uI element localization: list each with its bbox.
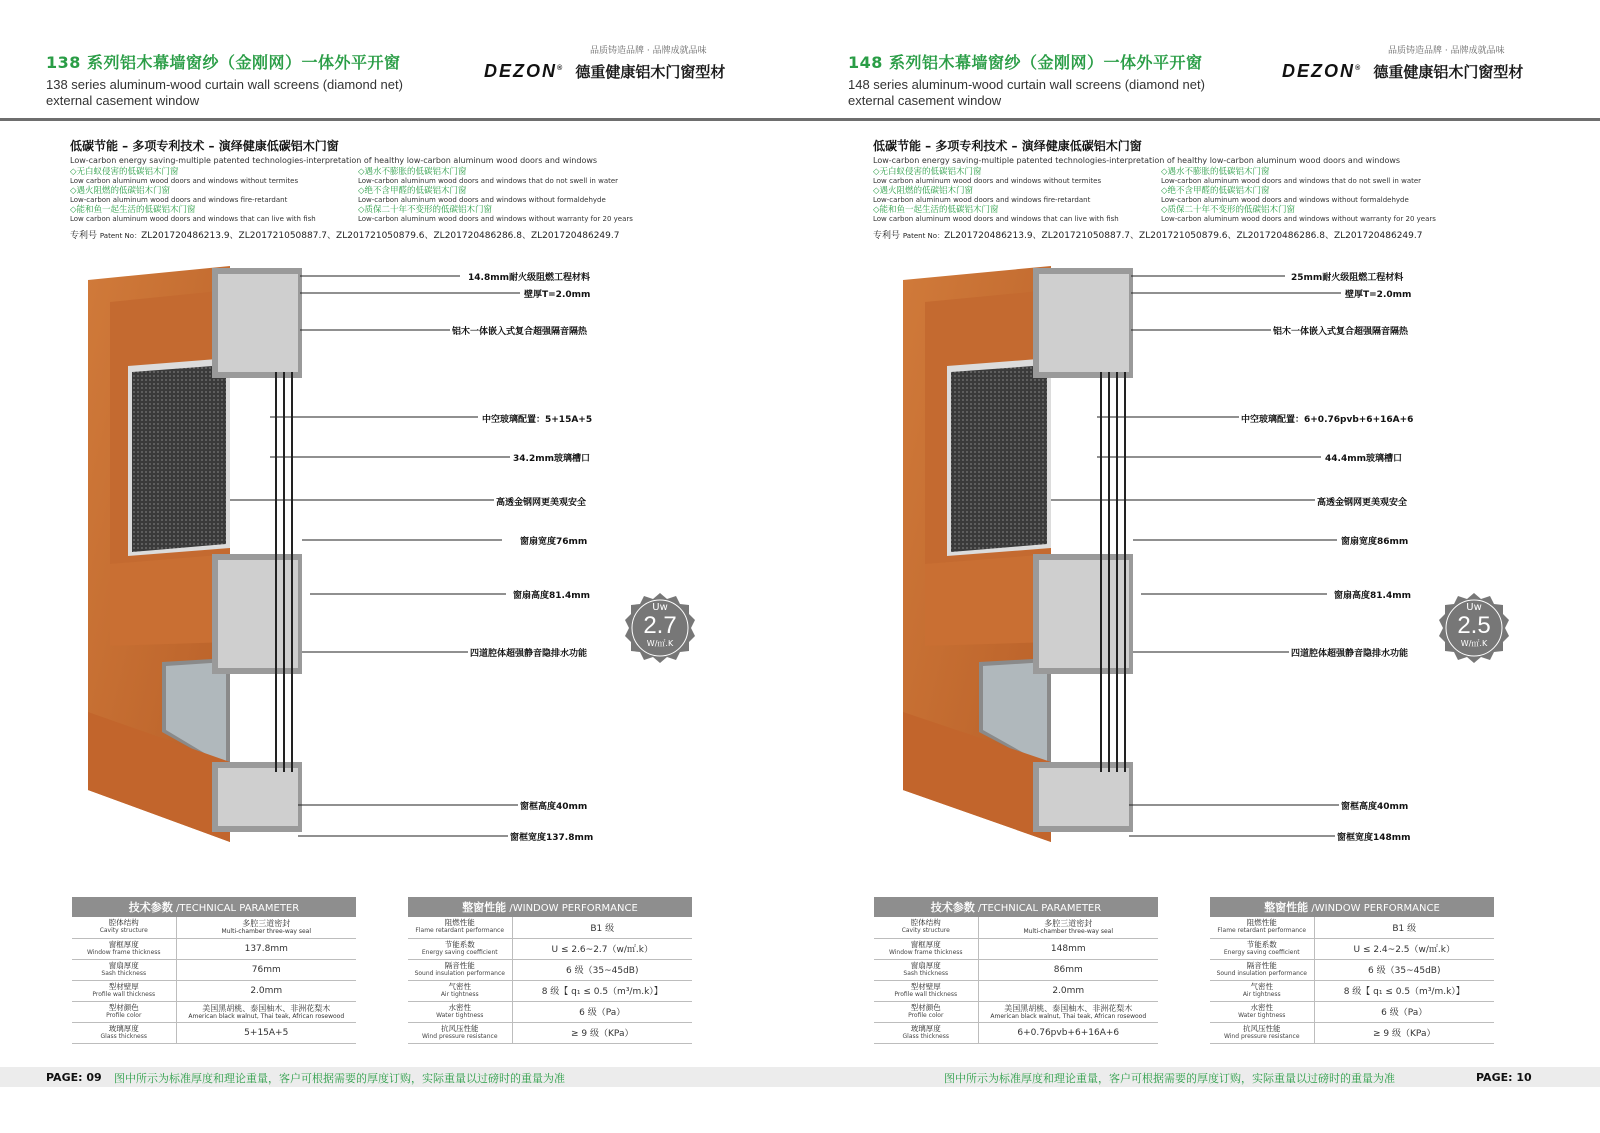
table-header: 技术参数 /TECHNICAL PARAMETER <box>72 897 356 917</box>
page-number: PAGE: 09 <box>38 1069 110 1086</box>
table-row: 玻璃厚度 Glass thickness 6+0.76pvb+6+16A+6 <box>874 1022 1158 1043</box>
callout-glass-slot: 44.4mm玻璃槽口 <box>1325 454 1402 464</box>
callout-insulation: 铝木一体嵌入式复合超强隔音隔热 <box>1273 327 1409 337</box>
callout-sash-width: 窗扇宽度86mm <box>1341 537 1409 547</box>
callout-wall-thickness: 壁厚T=2.0mm <box>524 290 591 300</box>
badge-unit: W/㎡.K <box>1460 639 1488 648</box>
page-subtitle: 138 series aluminum-wood curtain wall screens (diamond net) external casement window <box>46 77 403 108</box>
uw-badge <box>1438 592 1510 664</box>
callout-sash-height: 窗扇高度81.4mm <box>1334 591 1411 601</box>
table-row: 窗框厚度 Window frame thickness 137.8mm <box>72 938 356 959</box>
page-title: 138 系列铝木幕墙窗纱（金刚网）一体外平开窗 <box>46 53 401 72</box>
table-header: 技术参数 /TECHNICAL PARAMETER <box>874 897 1158 917</box>
callout-sash-width: 窗扇宽度76mm <box>520 537 588 547</box>
badge-unit: W/㎡.K <box>646 639 674 648</box>
dezon-logo: DEZON® <box>484 61 565 81</box>
table-row: 玻璃厚度 Glass thickness 5+15A+5 <box>72 1022 356 1043</box>
footer-note: 图中所示为标准厚度和理论重量，客户可根据需要的厚度订购，实际重量以过磅时的重量为准 <box>944 1072 1395 1085</box>
table-row: 腔体结构 Cavity structure 多腔三道密封 Multi-chamber three-way seal <box>874 917 1158 938</box>
intro-subtitle: Low-carbon energy saving-multiple patented technologies-interpretation of healthy low-carbon aluminum wood doors and windows <box>70 156 598 165</box>
callout-drainage: 四道腔体超强静音隐排水功能 <box>470 649 588 659</box>
table-row: 型材壁厚 Profile wall thickness 2.0mm <box>72 980 356 1001</box>
callout-mesh: 高透金钢网更美观安全 <box>1317 498 1408 508</box>
table-row: 腔体结构 Cavity structure 多腔三道密封 Multi-chamber three-way seal <box>72 917 356 938</box>
table-row: 抗风压性能 Wind pressure resistance ≥ 9 级（KPa） <box>1210 1022 1494 1043</box>
window-profile-illustration <box>80 262 600 852</box>
table-row: 节能系数 Energy saving coefficient U ≤ 2.4~2.5（w/㎡.k） <box>1210 938 1494 959</box>
table-header: 整窗性能 /WINDOW PERFORMANCE <box>408 897 692 917</box>
table-row: 型材颜色 Profile color 美国黑胡桃、泰国柚木、非洲花梨木 American black walnut, Thai teak, African rosewood <box>72 1001 356 1022</box>
callout-frame-width: 窗框宽度148mm <box>1337 833 1411 843</box>
feature-item: ◇ 质保二十年不变形的低碳铝木门窗 Low-carbon aluminum wood doors and windows without warranty for 20 years <box>1161 205 1451 224</box>
window-section-drawing <box>901 262 1421 852</box>
dezon-logo: DEZON® <box>1282 61 1363 81</box>
window-section-drawing <box>80 262 600 852</box>
callout-frame-width: 窗框宽度137.8mm <box>510 833 594 843</box>
callout-fire-material: 25mm耐火级阻燃工程材料 <box>1291 273 1404 283</box>
table-row: 窗扇厚度 Sash thickness 86mm <box>874 959 1158 980</box>
intro-block <box>873 137 1453 241</box>
feature-item: ◇ 能和鱼一起生活的低碳铝木门窗 Low carbon aluminum wood doors and windows that can live with fish <box>70 205 358 224</box>
brand-header <box>1282 61 1523 82</box>
window-profile-illustration <box>901 262 1421 852</box>
intro-title: 低碳节能 – 多项专利技术 – 演绎健康低碳铝木门窗 <box>873 139 1142 153</box>
feature-item: ◇ 绝不含甲醛的低碳铝木门窗 Low-carbon aluminum wood doors and windows without formaldehyde <box>1161 186 1451 205</box>
table-row: 型材颜色 Profile color 美国黑胡桃、泰国柚木、非洲花梨木 American black walnut, Thai teak, African rosewood <box>874 1001 1158 1022</box>
brand-header <box>484 61 725 82</box>
callout-fire-material: 14.8mm耐火级阻燃工程材料 <box>468 273 590 283</box>
footer-note: 图中所示为标准厚度和理论重量，客户可根据需要的厚度订购，实际重量以过磅时的重量为准 <box>114 1072 565 1085</box>
patent-line: 专利号 Patent No：ZL201720486213.9、ZL201721050887.7、ZL201721050879.6、ZL201720486286.8、ZL201720486249.7 <box>70 231 620 241</box>
brand-slogan: 品质铸造品牌 · 品牌成就品味 <box>590 46 707 56</box>
intro-title: 低碳节能 – 多项专利技术 – 演绎健康低碳铝木门窗 <box>70 139 339 153</box>
feature-item: ◇ 绝不含甲醛的低碳铝木门窗 Low-carbon aluminum wood doors and windows without formaldehyde <box>358 186 648 205</box>
feature-list <box>70 167 650 224</box>
page-title: 148 系列铝木幕墙窗纱（金刚网）一体外平开窗 <box>848 53 1203 72</box>
brand-name: 德重健康铝木门窗型材 <box>575 63 726 81</box>
technical-parameter-table <box>72 897 356 1044</box>
table-row: 水密性 Water tightness 6 级（Pa） <box>408 1001 692 1022</box>
table-row: 水密性 Water tightness 6 级（Pa） <box>1210 1001 1494 1022</box>
feature-item: ◇ 遇水不膨胀的低碳铝木门窗 Low-carbon aluminum wood doors and windows that do not swell in water <box>358 167 648 186</box>
intro-block <box>70 137 650 241</box>
callout-glass-config: 中空玻璃配置：5+15A+5 <box>482 415 593 425</box>
intro-subtitle: Low-carbon energy saving-multiple patented technologies-interpretation of healthy low-carbon aluminum wood doors and windows <box>873 156 1401 165</box>
table-row: 节能系数 Energy saving coefficient U ≤ 2.6~2.7（w/㎡.k） <box>408 938 692 959</box>
brand-name: 德重健康铝木门窗型材 <box>1373 63 1524 81</box>
uw-badge <box>624 592 696 664</box>
callout-wall-thickness: 壁厚T=2.0mm <box>1345 290 1412 300</box>
callout-drainage: 四道腔体超强静音隐排水功能 <box>1291 649 1409 659</box>
table-row: 隔音性能 Sound insulation performance 6 级（35~45dB) <box>408 959 692 980</box>
callout-frame-height: 窗框高度40mm <box>1341 802 1409 812</box>
page-subtitle: 148 series aluminum-wood curtain wall screens (diamond net) external casement window <box>848 77 1205 108</box>
feature-item: ◇ 无白蚁侵害的低碳铝木门窗 Low carbon aluminum wood doors and windows without termites <box>70 167 358 186</box>
table-row: 阻燃性能 Flame retardant performance B1 级 <box>408 917 692 938</box>
table-row: 窗扇厚度 Sash thickness 76mm <box>72 959 356 980</box>
badge-value: 2.5 <box>1457 612 1491 639</box>
table-row: 窗框厚度 Window frame thickness 148mm <box>874 938 1158 959</box>
feature-item: ◇ 能和鱼一起生活的低碳铝木门窗 Low carbon aluminum wood doors and windows that can live with fish <box>873 205 1161 224</box>
callout-glass-slot: 34.2mm玻璃槽口 <box>513 454 590 464</box>
window-performance-table <box>408 897 692 1044</box>
callout-frame-height: 窗框高度40mm <box>520 802 588 812</box>
table-row: 气密性 Air tightness 8 级【 q₁ ≤ 0.5（m³/m.k）】 <box>1210 980 1494 1001</box>
feature-item: ◇ 遇火阻燃的低碳铝木门窗 Low-carbon aluminum wood doors and windows fire-retardant <box>70 186 358 205</box>
feature-item: ◇ 无白蚁侵害的低碳铝木门窗 Low carbon aluminum wood doors and windows without termites <box>873 167 1161 186</box>
window-performance-table <box>1210 897 1494 1044</box>
table-row: 型材壁厚 Profile wall thickness 2.0mm <box>874 980 1158 1001</box>
page-number: PAGE: 10 <box>1468 1069 1540 1086</box>
table-row: 阻燃性能 Flame retardant performance B1 级 <box>1210 917 1494 938</box>
table-row: 抗风压性能 Wind pressure resistance ≥ 9 级（KPa） <box>408 1022 692 1043</box>
callout-glass-config: 中空玻璃配置：6+0.76pvb+6+16A+6 <box>1241 415 1414 425</box>
badge-label: Uw <box>1466 602 1482 613</box>
technical-parameter-table <box>874 897 1158 1044</box>
callout-mesh: 高透金钢网更美观安全 <box>496 498 587 508</box>
table-row: 气密性 Air tightness 8 级【 q₁ ≤ 0.5（m³/m.k）】 <box>408 980 692 1001</box>
feature-item: ◇ 遇火阻燃的低碳铝木门窗 Low-carbon aluminum wood doors and windows fire-retardant <box>873 186 1161 205</box>
badge-value: 2.7 <box>643 612 677 639</box>
callout-sash-height: 窗扇高度81.4mm <box>513 591 590 601</box>
patent-line: 专利号 Patent No：ZL201720486213.9、ZL201721050887.7、ZL201721050879.6、ZL201720486286.8、ZL201720486249.7 <box>873 231 1423 241</box>
table-row: 隔音性能 Sound insulation performance 6 级（35~45dB) <box>1210 959 1494 980</box>
brand-slogan: 品质铸造品牌 · 品牌成就品味 <box>1388 46 1505 56</box>
table-header: 整窗性能 /WINDOW PERFORMANCE <box>1210 897 1494 917</box>
badge-label: Uw <box>652 602 668 613</box>
feature-item: ◇ 质保二十年不变形的低碳铝木门窗 Low-carbon aluminum wood doors and windows without warranty for 20 years <box>358 205 648 224</box>
page-10 <box>818 0 1600 1133</box>
feature-list <box>873 167 1453 224</box>
feature-item: ◇ 遇水不膨胀的低碳铝木门窗 Low-carbon aluminum wood doors and windows that do not swell in water <box>1161 167 1451 186</box>
callout-insulation: 铝木一体嵌入式复合超强隔音隔热 <box>452 327 588 337</box>
